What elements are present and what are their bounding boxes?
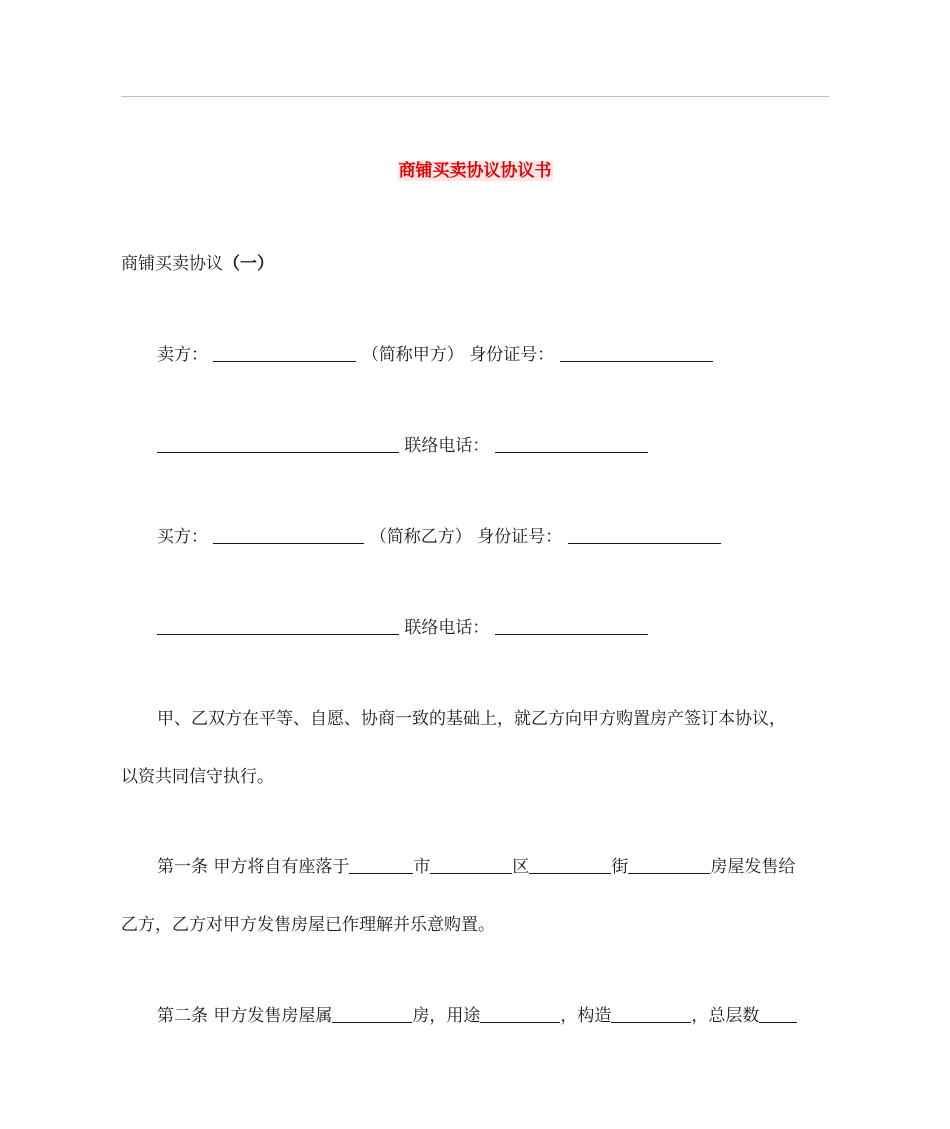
buyer-phone-blank[interactable] — [495, 617, 648, 635]
seller-id-blank[interactable] — [560, 344, 713, 362]
article-2-house: 房，用途 — [412, 1006, 481, 1026]
seller-abbr: （简称甲方） — [361, 345, 464, 365]
article-2-use-blank[interactable] — [480, 1005, 560, 1023]
buyer-id-blank[interactable] — [568, 526, 721, 544]
section-heading-text: 商铺买卖协议 — [121, 254, 223, 274]
article-2-structure: ，构造 — [560, 1006, 612, 1026]
article-2-floors-blank[interactable] — [759, 1005, 797, 1023]
article-2-prefix: 第二条 甲方发售房屋属 — [157, 1006, 333, 1026]
seller-label: 卖方： — [157, 345, 208, 365]
section-heading — [121, 252, 274, 276]
article-1-district: 区 — [512, 857, 530, 877]
article-1-city: 市 — [413, 857, 431, 877]
seller-address-blank[interactable] — [157, 435, 399, 453]
document-title — [0, 159, 950, 183]
article-1-text-2: 乙方，乙方对甲方发售房屋已作理解并乐意购置。 — [121, 915, 495, 935]
buyer-address-blank[interactable] — [157, 617, 399, 635]
buyer-abbr: （简称乙方） — [369, 527, 472, 547]
preamble-text-2: 以资共同信守执行。 — [121, 767, 274, 787]
seller-line — [157, 343, 713, 367]
article-1-prefix: 第一条 甲方将自有座落于 — [157, 857, 350, 877]
section-number: （一） — [223, 254, 274, 274]
document-title-text: 商铺买卖协议协议书 — [398, 161, 552, 181]
article-2-type-blank[interactable] — [332, 1005, 412, 1023]
seller-id-label: 身份证号： — [469, 345, 555, 365]
preamble-line-1 — [157, 707, 786, 731]
buyer-label: 买方： — [157, 527, 208, 547]
article-1-city-blank[interactable] — [349, 856, 413, 874]
article-1-street-blank[interactable] — [529, 856, 611, 874]
preamble-text-1: 甲、乙双方在平等、自愿、协商一致的基础上，就乙方向甲方购置房产签订本协议， — [157, 709, 786, 729]
article-1-suffix: 房屋发售给 — [710, 857, 796, 877]
article-2-structure-blank[interactable] — [611, 1005, 691, 1023]
preamble-line-2 — [121, 765, 274, 789]
buyer-id-label: 身份证号： — [477, 527, 563, 547]
seller-phone-label: 联络电话： — [404, 436, 490, 456]
seller-name-blank[interactable] — [213, 344, 356, 362]
buyer-name-blank[interactable] — [213, 526, 364, 544]
buyer-line — [157, 525, 721, 549]
article-1-line-1 — [157, 855, 795, 879]
buyer-phone-label: 联络电话： — [404, 618, 490, 638]
header-rule — [121, 96, 829, 97]
article-2-floors: ，总层数 — [691, 1006, 760, 1026]
article-2-line-1 — [157, 1004, 797, 1028]
article-1-district-blank[interactable] — [430, 856, 512, 874]
article-1-line-2 — [121, 913, 495, 937]
article-1-street: 街 — [611, 857, 629, 877]
seller-phone-line — [157, 434, 648, 458]
buyer-phone-line — [157, 616, 648, 640]
seller-phone-blank[interactable] — [495, 435, 648, 453]
article-1-house-blank[interactable] — [628, 856, 710, 874]
